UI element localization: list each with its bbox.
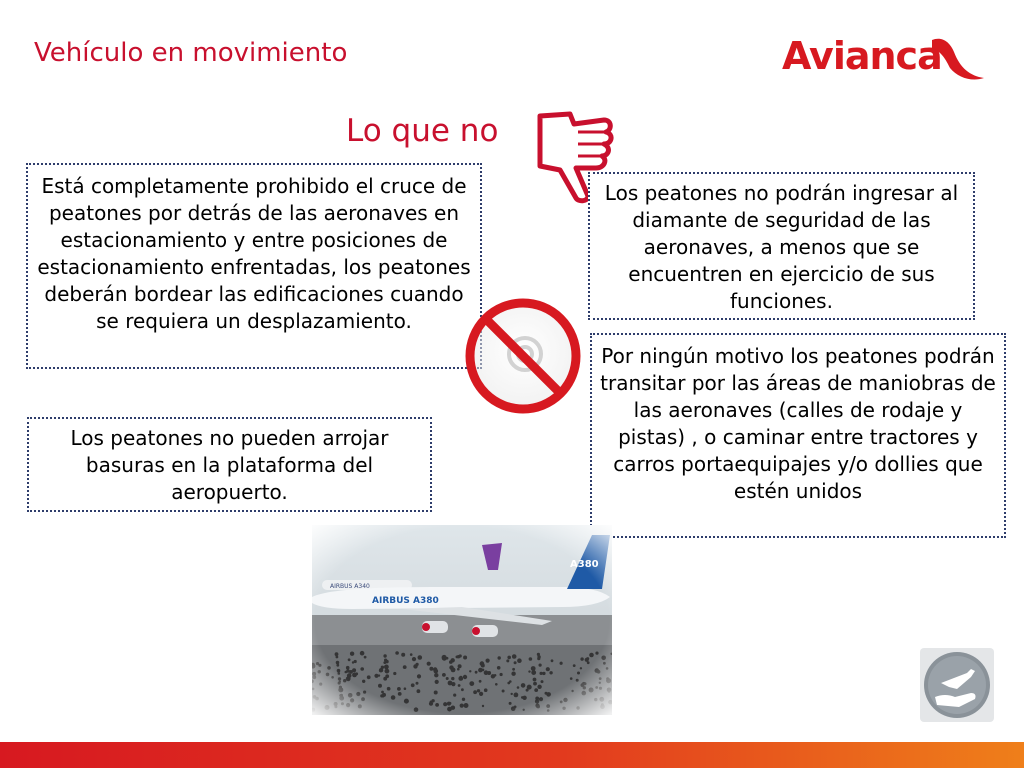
logo-text: Avianca bbox=[782, 34, 942, 78]
rule-text-garbage: Los peatones no pueden arrojar basuras en la plataforma del aeropuerto. bbox=[70, 426, 389, 504]
prohibited-icon bbox=[463, 296, 583, 416]
rule-text-safety-diamond: Los peatones no podrán ingresar al diamante de seguridad de las aeronaves, a menos que se encuentren en ejercicio de sus funciones. bbox=[604, 181, 959, 313]
rule-box-safety-diamond bbox=[588, 172, 975, 320]
plane-hand-icon bbox=[919, 647, 995, 723]
slide-title: Vehículo en movimiento bbox=[34, 38, 348, 68]
rule-text-maneuver-areas: Por ningún motivo los peatones podrán transitar por las áreas de maniobras de las aeronaves (calles de rodaje y pistas) , o caminar entre tractores y carros portaequipajes y/o dollies que estén unidos bbox=[600, 344, 996, 503]
rule-box-maneuver-areas bbox=[590, 333, 1006, 538]
footer-bar bbox=[0, 742, 1024, 768]
rule-box-garbage bbox=[27, 417, 432, 512]
rule-text-behind-aircraft: Está completamente prohibido el cruce de peatones por detrás de las aeronaves en estacionamiento y entre posiciones de estacionamiento enfrentadas, los peatones deberán bordear las edificaciones cuando se requiera un desplazamiento. bbox=[37, 174, 471, 333]
avianca-logo bbox=[782, 30, 992, 90]
rule-box-behind-aircraft bbox=[26, 163, 482, 369]
logo-bird-icon bbox=[782, 30, 992, 90]
airbus-a380-photo bbox=[312, 525, 612, 715]
section-heading: Lo que no bbox=[346, 113, 499, 149]
